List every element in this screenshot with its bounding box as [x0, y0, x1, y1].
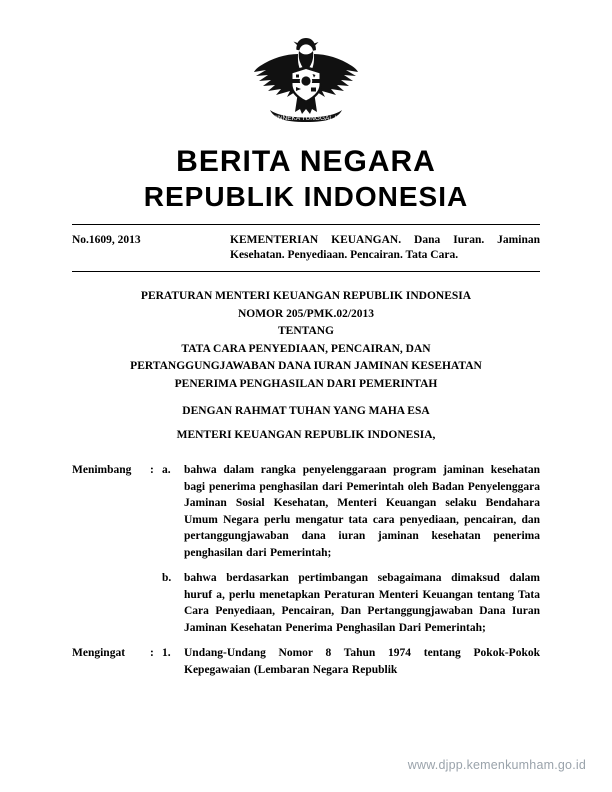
svg-text:BHINNEKA TUNGGAL IKA: BHINNEKA TUNGGAL IKA — [266, 115, 346, 122]
clause-row — [72, 645, 540, 678]
clause-text: Undang-Undang Nomor 8 Tahun 1974 tentang Pokok-Pokok Kepegawaian (Lembaran Negara Republik — [184, 647, 540, 676]
clause-colon: : — [150, 464, 154, 476]
regulation-subject-line-2: PERTANGGUNGJAWABAN DANA IURAN JAMINAN KESEHATAN — [130, 360, 482, 372]
clauses-section — [72, 462, 540, 678]
clause-text: bahwa berdasarkan pertimbangan sebagaimana dimaksud dalam huruf a, perlu menetapkan Peraturan Menteri Keuangan tentang Tata Cara Penyediaan, Pencairan, Dan Pertanggungjawaban Dana Iuran Jaminan Kesehatan Penerima Penghasilan Dari Pemerintah; — [184, 572, 540, 634]
clause-row — [72, 570, 540, 636]
clause-marker: a. — [162, 464, 171, 476]
clause-row — [72, 462, 540, 561]
garuda-pancasila-emblem — [246, 34, 366, 135]
invocation-line: DENGAN RAHMAT TUHAN YANG MAHA ESA — [182, 405, 430, 417]
regulation-about-label: TENTANG — [277, 325, 335, 337]
issuer-line: MENTERI KEUANGAN REPUBLIK INDONESIA, — [176, 428, 436, 441]
issue-row — [72, 233, 540, 263]
regulation-subject-line-3: PENERIMA PENGHASILAN DARI PEMERINTAH — [174, 377, 438, 390]
clause-marker: 1. — [162, 647, 171, 659]
regulation-heading: PERATURAN MENTERI KEUANGAN REPUBLIK INDONESIA — [140, 290, 472, 302]
clause-text: bahwa dalam rangka penyelenggaraan program jaminan kesehatan bagi penerima penghasilan dari Pemerintah oleh Badan Penyelenggara Jaminan Sosial Kesehatan, Menteri Keuangan selaku Bendahara Umum Negara perlu mengatur tata cara penyediaan, pencairan, dan pertanggungjawaban dana iuran jaminan kesehatan penerima penghasilan dari Pemerintah; — [184, 464, 540, 559]
masthead-line-2: REPUBLIK INDONESIA — [143, 181, 469, 212]
divider-top — [72, 224, 540, 225]
clause-marker: b. — [162, 572, 172, 584]
footer-watermark-url[interactable]: www.djpp.kemenkumham.go.id — [407, 758, 586, 772]
regulation-number: NOMOR 205/PMK.02/2013 — [237, 307, 375, 320]
divider-bottom — [72, 271, 540, 272]
title-block — [72, 288, 540, 444]
emblem-container — [72, 0, 540, 144]
clause-label: Menimbang — [72, 464, 132, 476]
regulation-subject-line-1: TATA CARA PENYEDIAAN, PENCAIRAN, DAN — [181, 342, 431, 355]
title-spacer-1 — [72, 393, 540, 403]
issue-number: No.1609, 2013 — [72, 234, 141, 246]
clause-colon: : — [150, 647, 154, 659]
clause-label: Mengingat — [72, 647, 126, 659]
masthead-line-1: BERITA NEGARA — [176, 145, 436, 178]
masthead — [72, 144, 540, 214]
issue-description: KEMENTERIAN KEUANGAN. Dana Iuran. Jaminan Kesehatan. Penyediaan. Pencairan. Tata Cara. — [230, 234, 540, 261]
